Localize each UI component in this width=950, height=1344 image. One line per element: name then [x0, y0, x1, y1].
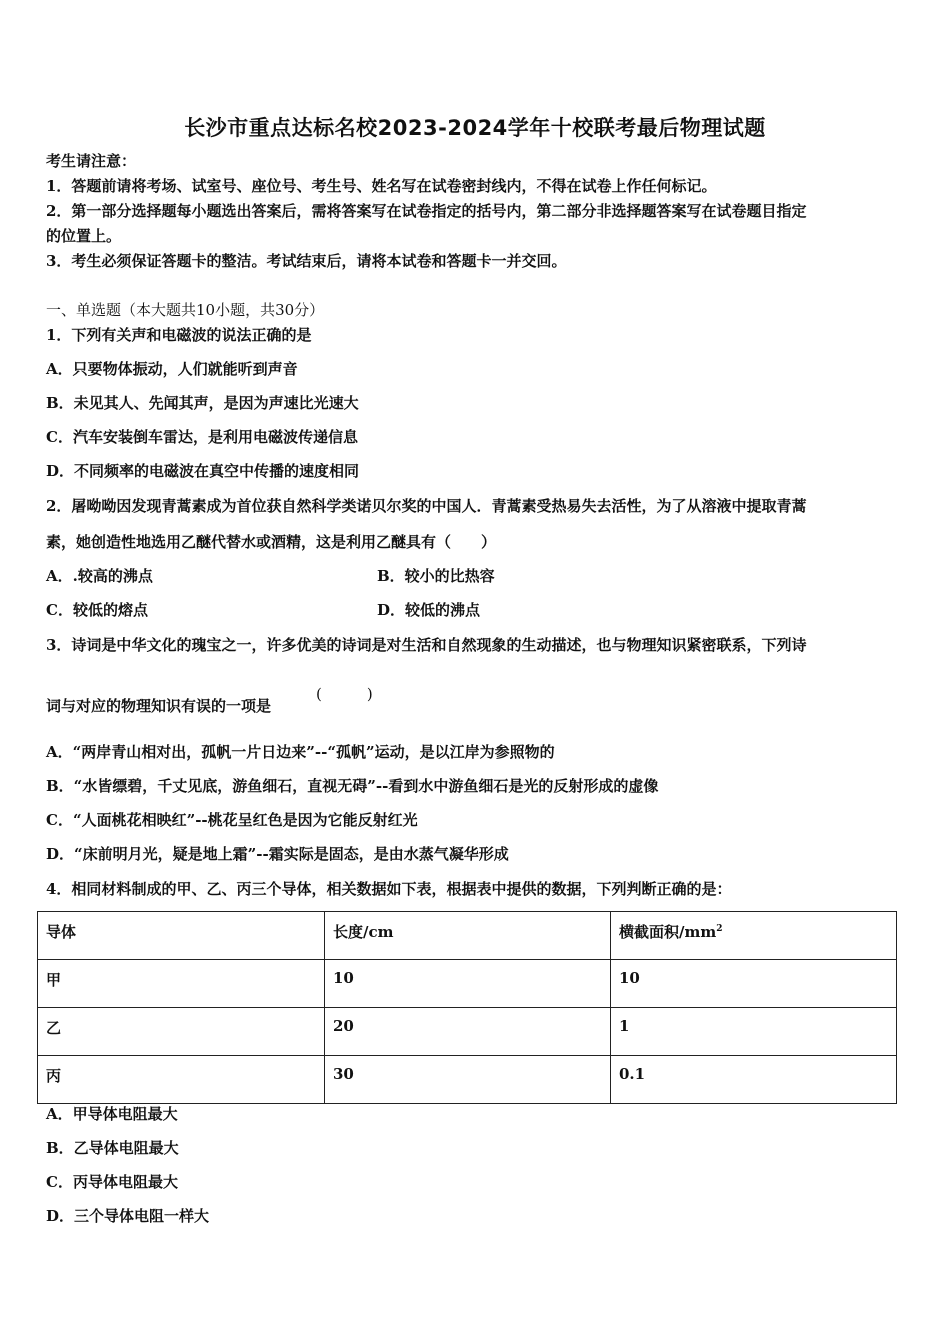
conductor-table — [37, 911, 897, 1104]
question-2-option-b: B．较小的比热容 — [377, 567, 495, 585]
table-cell: 乙 — [38, 1008, 325, 1056]
table-header-row — [38, 912, 897, 960]
table-cell: 30 — [325, 1056, 611, 1104]
question-2-stem-cont: 素，她创造性地选用乙醚代替水或酒精，这是利用乙醚具有（ ） — [46, 533, 497, 551]
question-1-stem: 1．下列有关声和电磁波的说法正确的是 — [46, 326, 312, 344]
question-2-option-c: C．较低的熔点 — [46, 601, 148, 619]
question-4-stem: 4．相同材料制成的甲、乙、丙三个导体，相关数据如下表，根据表中提供的数据，下列判断正确的是： — [46, 880, 732, 898]
table-header-cell — [611, 912, 897, 960]
question-3-stem: 3．诗词是中华文化的瑰宝之一，许多优美的诗词是对生活和自然现象的生动描述，也与物理知识紧密联系，下列诗 — [46, 636, 807, 654]
table-cell: 0.1 — [611, 1056, 897, 1104]
question-3-answer-paren: ( ) — [316, 685, 373, 703]
table-row — [38, 1056, 897, 1104]
table-cell: 丙 — [38, 1056, 325, 1104]
header-text: 横截面积/mm — [619, 923, 717, 941]
question-2-option-a: A．.较高的沸点 — [46, 567, 153, 585]
question-1-option-a: A．只要物体振动，人们就能听到声音 — [46, 360, 298, 378]
question-3-option-a: A．“两岸青山相对出，孤帆一片日边来”--“孤帆”运动，是以江岸为参照物的 — [46, 743, 555, 761]
question-3-option-b: B．“水皆缥碧，千丈见底，游鱼细石，直视无碍”--看到水中游鱼细石是光的反射形成的虚像 — [46, 777, 659, 795]
table-cell: 1 — [611, 1008, 897, 1056]
notice-item: 1．答题前请将考场、试室号、座位号、考生号、姓名写在试卷密封线内，不得在试卷上作任何标记。 — [46, 177, 717, 195]
question-4-option-d: D．三个导体电阻一样大 — [46, 1207, 210, 1225]
table-cell: 甲 — [38, 960, 325, 1008]
table-header-cell: 长度/cm — [325, 912, 611, 960]
question-3-option-d: D．“床前明月光，疑是地上霜”--霜实际是固态，是由水蒸气凝华形成 — [46, 845, 509, 863]
question-4-option-c: C．丙导体电阻最大 — [46, 1173, 178, 1191]
question-3-stem-cont: 词与对应的物理知识有误的一项是 — [46, 697, 272, 715]
table-cell: 10 — [611, 960, 897, 1008]
table-cell: 10 — [325, 960, 611, 1008]
superscript: 2 — [716, 924, 723, 934]
question-4-option-b: B．乙导体电阻最大 — [46, 1139, 179, 1157]
notice-item: 3．考生必须保证答题卡的整洁。考试结束后，请将本试卷和答题卡一并交回。 — [46, 252, 567, 270]
question-1-option-d: D．不同频率的电磁波在真空中传播的速度相同 — [46, 462, 360, 480]
table-cell: 20 — [325, 1008, 611, 1056]
section-heading: 一、单选题（本大题共10小题，共30分） — [46, 301, 325, 319]
question-2-option-d: D．较低的沸点 — [377, 601, 481, 619]
question-1-option-b: B．未见其人、先闻其声，是因为声速比光速大 — [46, 394, 359, 412]
table-header-cell: 导体 — [38, 912, 325, 960]
question-4-option-a: A．甲导体电阻最大 — [46, 1105, 178, 1123]
table-row — [38, 1008, 897, 1056]
question-2-stem: 2．屠呦呦因发现青蒿素成为首位获自然科学类诺贝尔奖的中国人．青蒿素受热易失去活性，为了从溶液中提取青蒿 — [46, 497, 807, 515]
question-3-option-c: C．“人面桃花相映红”--桃花呈红色是因为它能反射红光 — [46, 811, 418, 829]
page-title: 长沙市重点达标名校2023-2024学年十校联考最后物理试题 — [184, 116, 766, 140]
notice-item: 2．第一部分选择题每小题选出答案后，需将答案写在试卷指定的括号内，第二部分非选择题答案写在试卷题目指定 — [46, 202, 807, 220]
question-1-option-c: C．汽车安装倒车雷达，是利用电磁波传递信息 — [46, 428, 358, 446]
notice-heading: 考生请注意： — [46, 152, 137, 170]
table-row — [38, 960, 897, 1008]
notice-item: 的位置上。 — [46, 227, 122, 245]
